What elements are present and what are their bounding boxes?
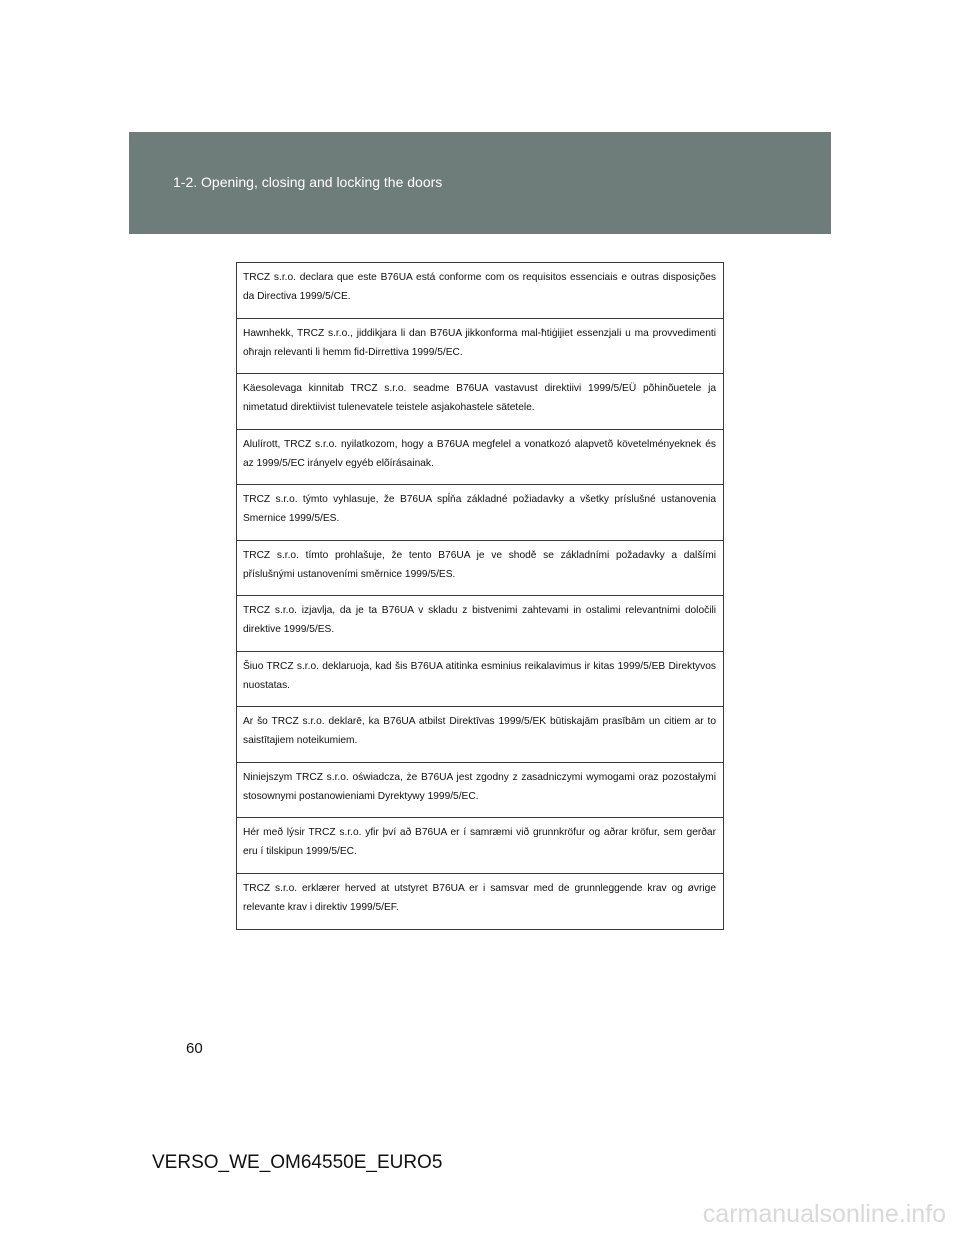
section-header-band: [129, 132, 831, 234]
declaration-row-portuguese: TRCZ s.r.o. declara que este B76UA está conforme com os requisitos essenciais e outras disposições da Directiva 1999/5/CE.: [237, 263, 723, 319]
declaration-row-polish: Niniejszym TRCZ s.r.o. oświadcza, że B76UA jest zgodny z zasadniczymi wymogami oraz pozostałymi stosownymi postanowieniami Dyrektywy 1999/5/EC.: [237, 763, 723, 819]
document-code: VERSO_WE_OM64550E_EURO5: [152, 1152, 443, 1173]
section-title: 1-2. Opening, closing and locking the doors: [173, 174, 443, 190]
declaration-row-czech: TRCZ s.r.o. tímto prohlašuje, že tento B76UA je ve shodě se základními požadavky a dalšími příslušnými ustanoveními směrnice 1999/5/ES.: [237, 541, 723, 597]
site-watermark: carmanualsonline.info: [702, 1200, 946, 1228]
declaration-row-lithuanian: Šiuo TRCZ s.r.o. deklaruoja, kad šis B76UA atitinka esminius reikalavimus ir kitas 1999/5/EB Direktyvos nuostatas.: [237, 652, 723, 708]
declaration-row-norwegian: TRCZ s.r.o. erklærer herved at utstyret B76UA er i samsvar med de grunnleggende krav og øvrige relevante krav i direktiv 1999/5/EF.: [243, 882, 716, 913]
page-number: 60: [186, 1040, 203, 1057]
declaration-row-icelandic: Hér með lýsir TRCZ s.r.o. yfir því að B76UA er í samræmi við grunnkröfur og aðrar kröfur, sem gerðar eru í tilskipun 1999/5/EC.: [237, 818, 723, 874]
declaration-table: [236, 262, 724, 930]
declaration-row-latvian: Ar šo TRCZ s.r.o. deklarē, ka B76UA atbilst Direktīvas 1999/5/EK būtiskajām prasībām un citiem ar to saistītajiem noteikumiem.: [237, 707, 723, 763]
declaration-row-slovenian: TRCZ s.r.o. izjavlja, da je ta B76UA v skladu z bistvenimi zahtevami in ostalimi relevantnimi določili direktive 1999/5/ES.: [237, 596, 723, 652]
declaration-row-hungarian: Alulírott, TRCZ s.r.o. nyilatkozom, hogy a B76UA megfelel a vonatkozó alapvetõ követelményeknek és az 1999/5/EC irányelv egyéb elõírásainak.: [237, 430, 723, 486]
declaration-row-maltese: Hawnhekk, TRCZ s.r.o., jiddikjara li dan B76UA jikkonforma mal-ħtiġijiet essenzjali u ma provvedimenti oħrajn relevanti li hemm fid-Dirrettiva 1999/5/EC.: [237, 319, 723, 375]
declaration-row-estonian: Käesolevaga kinnitab TRCZ s.r.o. seadme B76UA vastavust direktiivi 1999/5/EÜ põhinõuetele ja nimetatud direktiivist tulenevatele teistele asjakohastele sätetele.: [237, 374, 723, 430]
declaration-row-slovak: TRCZ s.r.o. týmto vyhlasuje, že B76UA spĺňa základné požiadavky a všetky príslušné ustanovenia Smernice 1999/5/ES.: [237, 485, 723, 541]
